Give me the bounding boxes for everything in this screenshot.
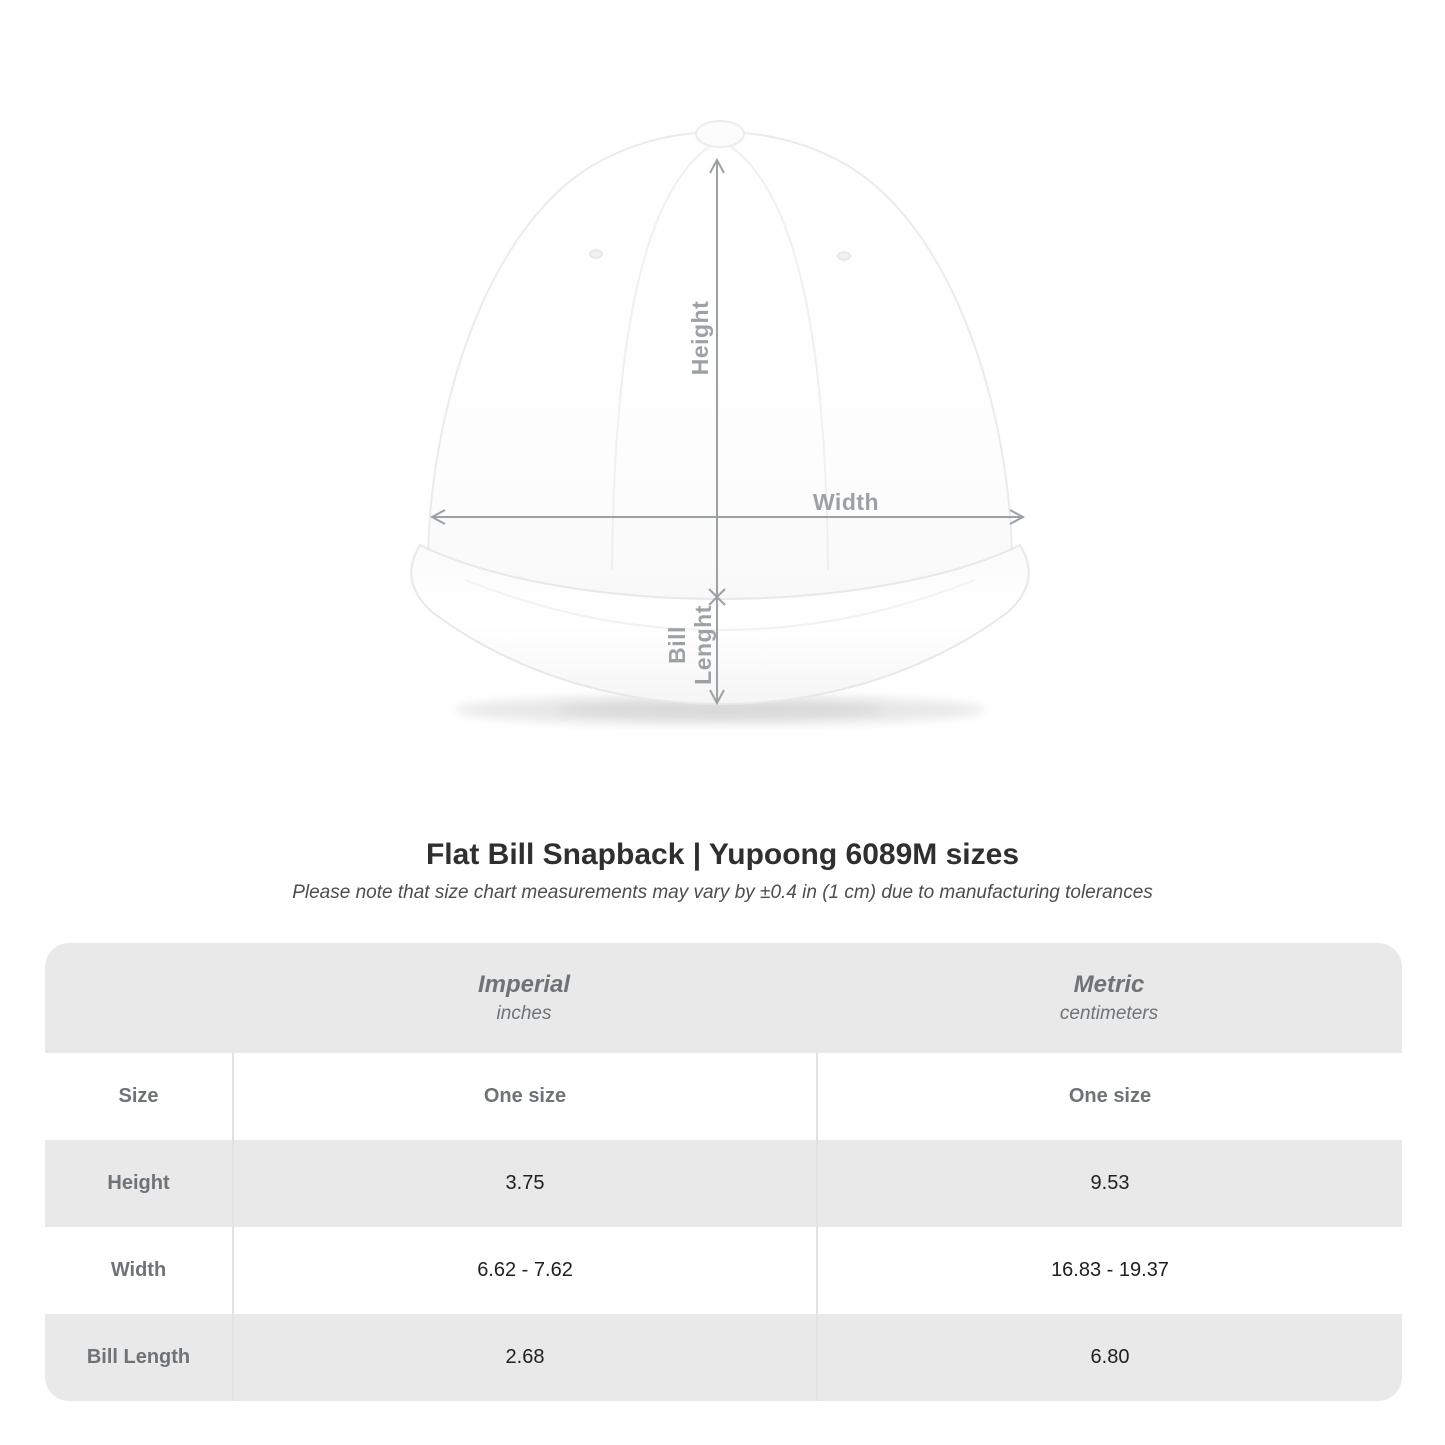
row-label: Height [107, 1172, 170, 1194]
row-label: Bill Length [86, 1346, 191, 1368]
imperial-column-header [232, 943, 816, 1053]
row-label: Width [110, 1259, 167, 1281]
height-dimension-label: Height [687, 300, 713, 376]
hat-illustration-svg [400, 112, 1045, 730]
tolerance-note: Please note that size chart measurements may vary by ±0.4 in (1 cm) due to manufacturing tolerances [292, 882, 1153, 903]
metric-column-header [816, 943, 1402, 1053]
width-dimension-label: Width [812, 489, 880, 515]
metric-column-title: Metric [1073, 971, 1145, 998]
imperial-value: 2.68 [232, 1314, 816, 1401]
table-row-width [45, 1227, 1402, 1314]
table-row-height [45, 1140, 1402, 1227]
imperial-column-title: Imperial [477, 971, 571, 998]
metric-value: 16.83 - 19.37 [816, 1227, 1402, 1314]
imperial-value: 3.75 [232, 1140, 816, 1227]
imperial-value: 6.62 - 7.62 [232, 1227, 816, 1314]
header-spacer-cell [45, 943, 232, 1053]
metric-value: 6.80 [816, 1314, 1402, 1401]
hat-top-button [696, 121, 744, 147]
eyelet-right [838, 252, 850, 260]
hat-size-diagram [400, 112, 1045, 730]
size-table [45, 943, 1402, 1401]
table-row-bill-length [45, 1314, 1402, 1401]
metric-value: 9.53 [816, 1140, 1402, 1227]
table-row-size [45, 1053, 1402, 1140]
hat-crown [428, 132, 1012, 612]
row-label: Size [118, 1085, 159, 1107]
metric-column-unit: centimeters [1059, 1003, 1159, 1024]
eyelet-left [590, 250, 602, 258]
hat-illustration [411, 121, 1028, 725]
metric-value: One size [816, 1053, 1402, 1140]
page-title: Flat Bill Snapback | Yupoong 6089M sizes [425, 838, 1019, 871]
bill-length-dimension-label [664, 605, 716, 685]
imperial-column-unit: inches [496, 1003, 552, 1024]
page-heading [0, 838, 1445, 905]
size-table-header [45, 943, 1402, 1053]
imperial-value: One size [232, 1053, 816, 1140]
bill-length-label-line1: Bill [664, 626, 690, 664]
bill-length-label-line2: Lenght [690, 605, 716, 685]
